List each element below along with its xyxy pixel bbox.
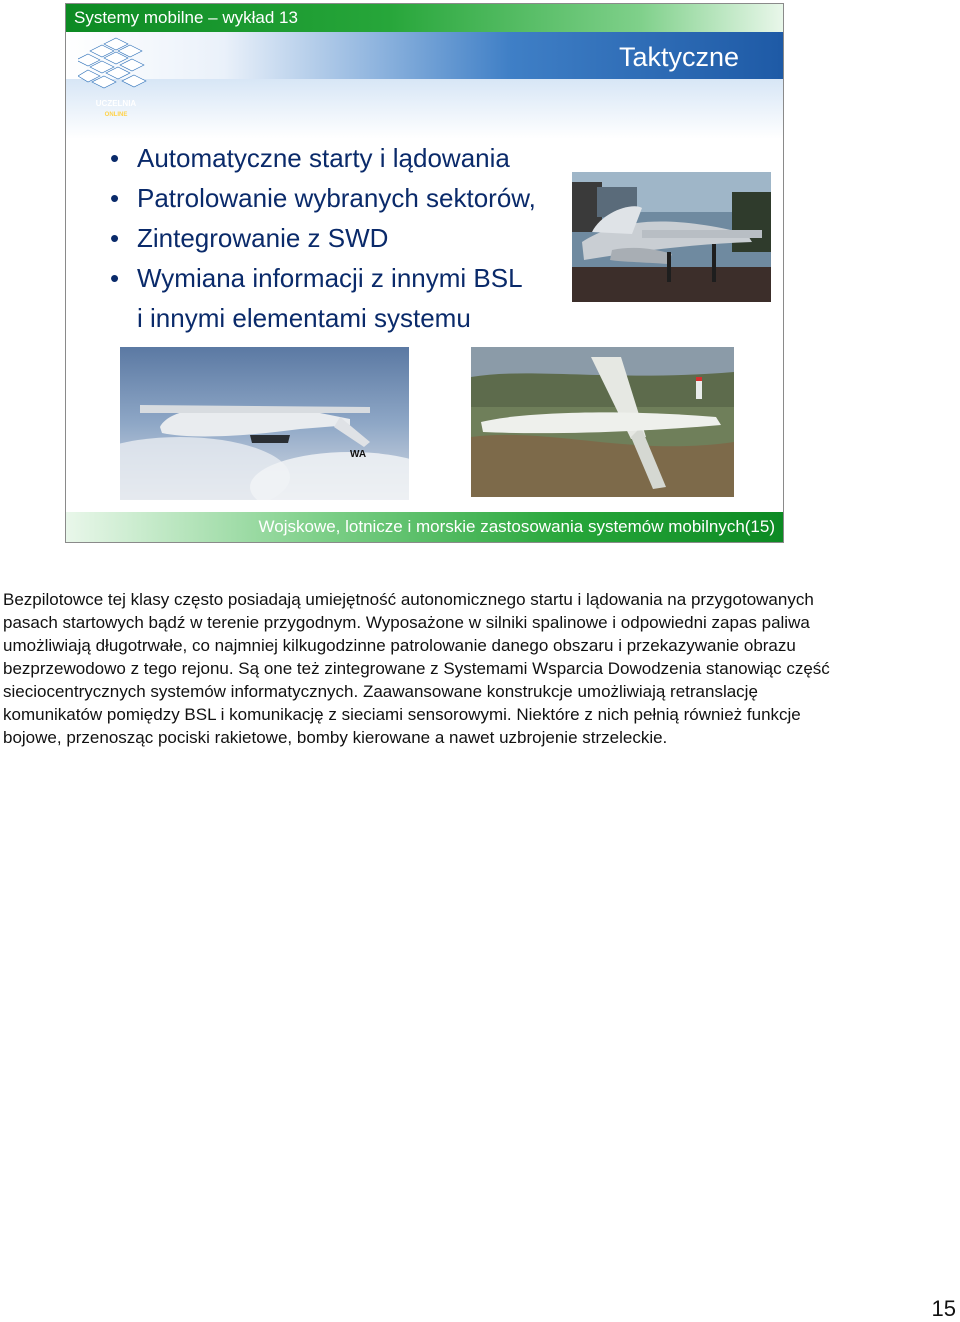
bullet-text: Automatyczne starty i lądowania — [137, 143, 510, 173]
svg-text:WA: WA — [350, 449, 367, 460]
uczelnia-online-logo — [78, 36, 154, 120]
logo-text-line2: ONLINE — [104, 112, 128, 118]
drone-on-display-photo — [572, 172, 771, 302]
hermes-drone-over-terrain-photo — [471, 347, 734, 497]
slide-title-band — [66, 32, 783, 79]
bullet-item — [110, 258, 536, 298]
bullet-dot: • — [110, 263, 120, 293]
logo-text-line1: UCZELNIA — [95, 99, 137, 108]
slide-footer-bar — [66, 512, 783, 542]
page-number: 15 — [931, 1296, 956, 1321]
header-fade — [66, 79, 783, 139]
bullet-text: Wymiana informacji z innymi BSL — [137, 263, 523, 293]
bullet-list — [110, 138, 536, 338]
bullet-text: Zintegrowanie z SWD — [137, 223, 389, 253]
lecture-notes-paragraph: Bezpilotowce tej klasy często posiadają umiejętność autonomicznego startu i lądowania na przygotowanych pasach startowych bądź w terenie przygodnym. Wyposażone w silniki spalinowe i odpowiedni zapas paliwa umożliwiają długotrwałe, co najmniej kilkugodzinne patrolowanie danego obszaru i przekazywanie obrazu bezprzewodowo z tego rejonu. Są one też zintegrowane z Systemami Wsparcia Dowodzenia stanowiąc część sieciocentrycznych systemów informatycznych. Zaawansowane konstrukcje umożliwiają retranslację komunikatów pomiędzy BSL i komunikację z sieciami sensorowymi. Niektóre z nich pełnią również funkcje bojowe, przenosząc pociski rakietowe, bomby kierowane a nawet uzbrojenie strzeleckie. — [3, 590, 830, 747]
bullet-item — [110, 218, 536, 258]
bullet-dot: • — [110, 183, 120, 213]
slide-heading: Taktyczne — [618, 42, 739, 72]
slide-header-bar — [66, 4, 783, 32]
slide — [65, 3, 784, 543]
bullet-item — [110, 138, 536, 178]
bullet-continuation: i innymi elementami systemu — [137, 303, 471, 333]
predator-drone-in-flight-photo — [120, 347, 409, 500]
bullet-dot: • — [110, 143, 120, 173]
bullet-dot: • — [110, 223, 120, 253]
bullet-text: Patrolowanie wybranych sektorów, — [137, 183, 536, 213]
bullet-item — [110, 178, 536, 218]
course-title: Systemy mobilne – wykład 13 — [74, 8, 298, 27]
slide-footer-text: Wojskowe, lotnicze i morskie zastosowania systemów mobilnych(15) — [258, 517, 775, 536]
